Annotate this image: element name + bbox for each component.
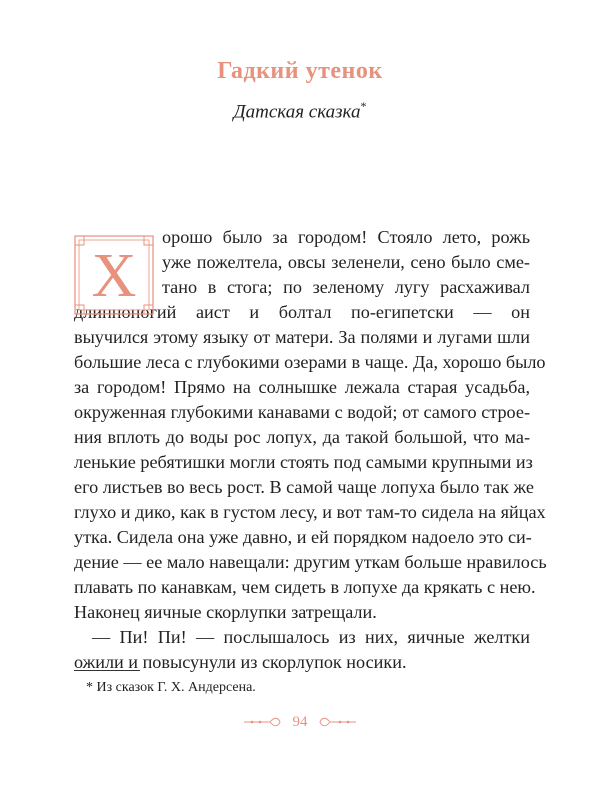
chapter-title: Гадкий утенок [217, 58, 383, 84]
drop-cap [74, 235, 154, 315]
drop-cap-letter: Х [91, 242, 137, 310]
text-line: большие леса с глубокими озерами в чаще. Да, хорошо было [74, 352, 546, 372]
text-line: утка. Сидела она уже давно, и ей порядком надоело это си- [74, 527, 532, 547]
text-line: ожили и повысунули из скорлупок носики. [74, 652, 407, 672]
footnote-marker: * [360, 99, 367, 113]
page-footer [0, 711, 600, 735]
text-line: окруженная глубокими канавами с водой; от самого строе- [74, 402, 530, 422]
text-line: ленькие ребятишки могли стоять под самыми крупными из [74, 452, 533, 472]
text-line: его листьев во весь рост. В самой чаще лопуха было так же [74, 477, 534, 497]
text-line: орошо было за городом! Стояло лето, рожь [162, 227, 530, 247]
story-body [74, 225, 547, 675]
text-line: выучился этому языку от матери. За полями и лугами шли [74, 327, 530, 347]
chapter-subtitle [0, 99, 600, 123]
text-line: за городом! Прямо на солнышке лежала старая усадьба, [74, 377, 530, 397]
text-line: тано в стога; по зеленому лугу расхаживал [162, 277, 530, 297]
text-line: плавать по канавкам, чем сидеть в лопухе да крякать с нею. [74, 577, 536, 597]
text-line: — Пи! Пи! — послышалось из них, яичные желтки [92, 627, 530, 647]
footnote-divider [74, 670, 140, 671]
subtitle-text: Датская сказка [233, 101, 361, 123]
text-line: глухо и дико, как в густом лесу, и вот там-то сидела на яйцах [74, 502, 546, 522]
text-line: Наконец яичные скорлупки затрещали. [74, 602, 377, 622]
text-line: длинноногий аист и болтал по-египетски — он [74, 302, 530, 322]
text-line: дение — ее мало навещали: другим уткам больше нравилось [74, 552, 547, 572]
text-line: ния вплоть до воды рос лопух, да такой большой, что ма- [74, 427, 530, 447]
page-number: 94 [292, 714, 308, 730]
text-line: уже пожелтела, овсы зеленели, сено было сме- [162, 252, 530, 272]
right-ornament-icon [316, 716, 356, 728]
footnote: * Из сказок Г. Х. Андерсена. [86, 680, 256, 695]
